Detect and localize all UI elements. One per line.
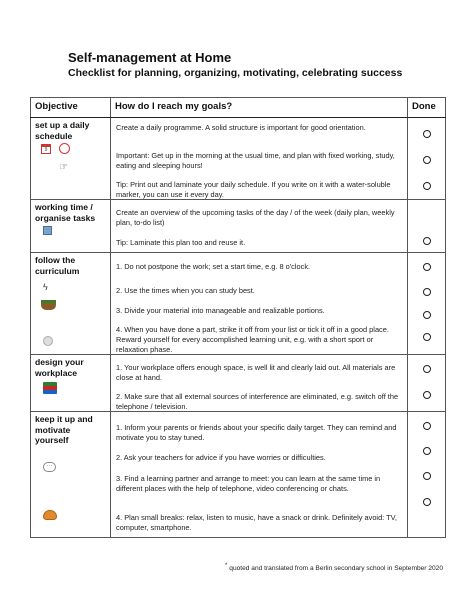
table-row — [31, 118, 446, 200]
done-checkbox[interactable] — [423, 237, 431, 245]
objective-cell — [31, 118, 111, 200]
objective-cell — [31, 355, 111, 412]
done-checkbox[interactable] — [423, 447, 431, 455]
header-done: Done — [408, 98, 446, 118]
books-icon — [43, 382, 57, 394]
objective-cell — [31, 412, 111, 538]
pointing-hand-icon: ☞ — [59, 162, 68, 173]
list-item: Create an overview of the upcoming tasks of the day / of the week (daily plan, weekly plan, to-do list) — [116, 208, 395, 227]
objective-label: working time / organise tasks — [35, 202, 96, 223]
done-checkbox[interactable] — [423, 130, 431, 138]
list-item: 2. Ask your teachers for advice if you have worries or difficulties. — [116, 453, 326, 462]
header-how: How do I reach my goals? — [111, 98, 408, 118]
done-cell — [408, 355, 446, 412]
table-row — [31, 200, 446, 253]
notepad-icon — [43, 226, 52, 235]
alarm-clock-icon — [59, 143, 70, 154]
list-item: 3. Find a learning partner and arrange to meet: you can learn at the same time in different places with the help of telephone, video conferencing or chats. — [116, 474, 381, 493]
done-checkbox[interactable] — [423, 263, 431, 271]
footnote-mark: * — [224, 563, 228, 569]
list-item: Important: Get up in the morning at the usual time, and plan with fixed working, study, eating and sleeping hours! — [116, 151, 395, 170]
list-item: 4. When you have done a part, strike it off from your list or tick it off in a good place. Reward yourself for every accomplished learning unit, e.g. with a short sport or relaxation phase. — [116, 325, 389, 354]
done-checkbox[interactable] — [423, 288, 431, 296]
list-item: 2. Make sure that all external sources of interference are eliminated, e.g. switch off the telephone / television. — [116, 392, 399, 411]
done-checkbox[interactable] — [423, 333, 431, 341]
list-item: Tip: Print out and laminate your daily schedule. If you write on it with a water-soluble marker, you can use it every day. — [116, 180, 391, 199]
footnote-text: quoted and translated from a Berlin secondary school in September 2020 — [229, 565, 443, 572]
how-cell — [111, 118, 408, 200]
done-cell — [408, 200, 446, 253]
page-title: Self-management at Home — [68, 50, 232, 65]
lightning-icon: ϟ — [43, 282, 48, 292]
done-cell — [408, 412, 446, 538]
footnote — [225, 563, 443, 572]
objective-label: set up a daily schedule — [35, 120, 90, 141]
list-item: 1. Inform your parents or friends about your specific daily target. They can remind and motivate you to stay tuned. — [116, 423, 397, 442]
objective-label: follow the curriculum — [35, 255, 80, 276]
basket-icon — [41, 300, 56, 310]
list-item: 1. Do not postpone the work; set a start time, e.g. 8 o'clock. — [116, 262, 311, 271]
done-checkbox[interactable] — [423, 182, 431, 190]
objective-cell — [31, 200, 111, 253]
checklist-table — [30, 97, 446, 538]
done-cell — [408, 118, 446, 200]
done-checkbox[interactable] — [423, 472, 431, 480]
list-item: Tip: Laminate this plan too and reuse it. — [116, 238, 246, 247]
done-checkbox[interactable] — [423, 422, 431, 430]
done-checkbox[interactable] — [423, 498, 431, 506]
table-row — [31, 355, 446, 412]
done-checkbox[interactable] — [423, 311, 431, 319]
ball-icon — [43, 336, 53, 346]
list-item: 3. Divide your material into manageable and realizable portions. — [116, 306, 325, 315]
how-cell — [111, 200, 408, 253]
objective-label: keep it up and motivate yourself — [35, 414, 93, 445]
done-cell — [408, 253, 446, 355]
how-cell — [111, 412, 408, 538]
how-cell — [111, 355, 408, 412]
croissant-icon — [43, 510, 57, 520]
header-row — [31, 98, 446, 118]
header-objective: Objective — [31, 98, 111, 118]
page-subtitle: Checklist for planning, organizing, motivating, celebrating success — [68, 67, 403, 79]
list-item: 4. Plan small breaks: relax, listen to music, have a snack or drink. Definitely avoid: TV, computer, smartphone. — [116, 513, 397, 532]
table-row — [31, 253, 446, 355]
table-row — [31, 412, 446, 538]
list-item: 2. Use the times when you can study best. — [116, 286, 255, 295]
objective-cell — [31, 253, 111, 355]
list-item: 1. Your workplace offers enough space, is well lit and clearly laid out. All materials are close at hand. — [116, 363, 396, 382]
done-checkbox[interactable] — [423, 156, 431, 164]
calendar-icon: 9 — [41, 144, 51, 154]
how-cell — [111, 253, 408, 355]
done-checkbox[interactable] — [423, 391, 431, 399]
list-item: Create a daily programme. A solid structure is important for good orientation. — [116, 123, 366, 132]
objective-label: design your workplace — [35, 357, 84, 378]
speech-bubble-icon: ··· — [43, 462, 56, 472]
done-checkbox[interactable] — [423, 365, 431, 373]
